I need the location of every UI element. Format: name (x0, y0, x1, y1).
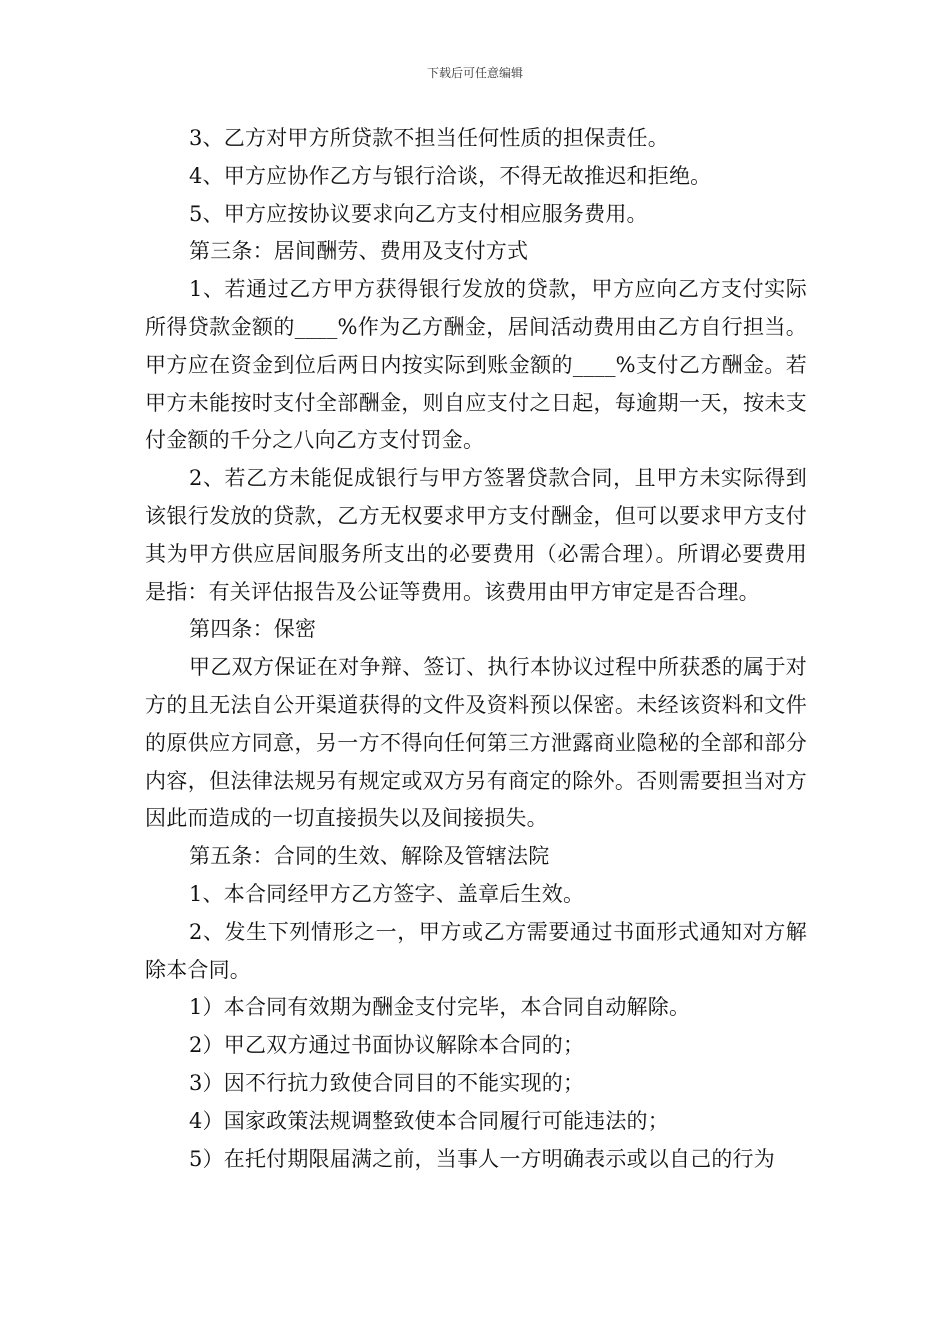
section-heading: 第三条：居间酬劳、费用及支付方式 (189, 239, 529, 264)
list-item: 4）国家政策法规调整致使本合同履行可能违法的； (189, 1108, 669, 1133)
clause-paragraph: 1、本合同经甲方乙方签字、盖章后生效。 (189, 881, 585, 906)
list-item: 1）本合同有效期为酬金支付完毕，本合同自动解除。 (189, 995, 691, 1020)
clause-paragraph: 3、乙方对甲方所贷款不担当任何性质的担保责任。 (189, 126, 669, 150)
clause-paragraph: 4、甲方应协作乙方与银行洽谈，不得无故推迟和拒绝。 (189, 163, 712, 188)
list-item: 3）因不行抗力致使合同目的不能实现的； (189, 1070, 585, 1095)
clause-paragraph: 甲乙双方保证在对争辩、签订、执行本协议过程中所获悉的属于对方的且无法自公开渠道获得的文件及资料预以保密。未经该资料和文件的原供应方同意，另一方不得向任何第三方泄露商业隐秘的全部和部分内容，但法律法规另有规定或双方另有商定的除外。否则需要担当对方因此而造成的一切直接损失以及间接损失。 (145, 655, 807, 831)
page-header: 下载后可任意编辑 (426, 66, 523, 80)
clause-paragraph: 5、甲方应按协议要求向乙方支付相应服务费用。 (189, 201, 648, 226)
section-heading: 第四条：保密 (189, 617, 317, 642)
list-item: 5）在托付期限届满之前，当事人一方明确表示或以自己的行为 (189, 1146, 775, 1171)
clause-paragraph: 2、若乙方未能促成银行与甲方签署贷款合同，且甲方未实际得到该银行发放的贷款，乙方无权要求甲方支付酬金，但可以要求甲方支付其为甲方供应居间服务所支出的必要费用（必需合理）。所谓必要费用是指：有关评估报告及公证等费用。该费用由甲方审定是否合理。 (145, 466, 807, 604)
document-body (145, 120, 807, 1178)
section-heading: 第五条：合同的生效、解除及管辖法院 (189, 844, 550, 869)
clause-paragraph: 2、发生下列情形之一，甲方或乙方需要通过书面形式通知对方解除本合同。 (145, 919, 807, 982)
list-item: 2）甲乙双方通过书面协议解除本合同的； (189, 1033, 585, 1058)
clause-paragraph: 1、若通过乙方甲方获得银行发放的贷款，甲方应向乙方支付实际所得贷款金额的____%作为乙方酬金，居间活动费用由乙方自行担当。甲方应在资金到位后两日内按实际到账金额的____%支付乙方酬金。若甲方未能按时支付全部酬金，则自应支付之日起，每逾期一天，按未支付金额的千分之八向乙方支付罚金。 (145, 277, 807, 453)
